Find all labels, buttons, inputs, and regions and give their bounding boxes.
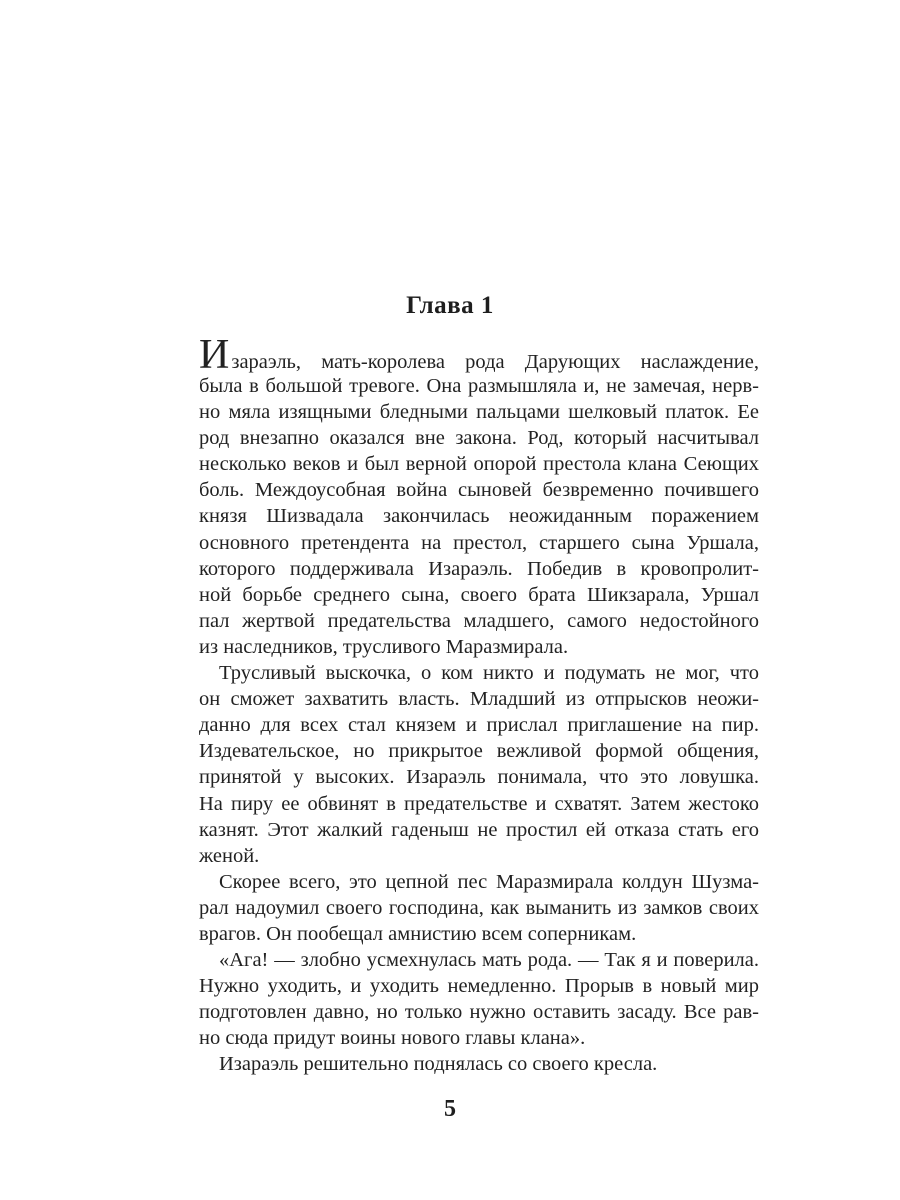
paragraph-line: принятой у высоких. Изараэль понимала, что это ловушка.: [199, 766, 759, 789]
paragraph-line: боль. Междоусобная война сыновей безвременно почившего: [199, 479, 759, 502]
paragraph-line: [199, 332, 759, 378]
paragraph-line: Трусливый выскочка, о ком никто и подумать не мог, что: [219, 662, 759, 685]
paragraph-line: «Ага! — злобно усмехнулась мать рода. — Так я и поверила.: [219, 949, 759, 972]
chapter-body: [199, 332, 759, 1078]
page-number: 5: [444, 1096, 456, 1122]
paragraph-line: Изараэль решительно поднялась со своего кресла.: [219, 1053, 658, 1076]
paragraph-line: он сможет захватить власть. Младший из отпрысков неожи-: [199, 688, 759, 711]
drop-cap: И: [199, 332, 230, 378]
paragraph-line: но сюда придут воины нового главы клана».: [199, 1027, 586, 1050]
paragraph-line: данно для всех стал князем и прислал приглашение на пир.: [199, 714, 759, 737]
paragraph-line: На пиру ее обвинят в предательстве и схватят. Затем жестоко: [199, 792, 759, 815]
paragraph-line: врагов. Он пообещал амнистию всем соперникам.: [199, 922, 637, 945]
paragraph-line: пал жертвой предательства младшего, самого недостойного: [199, 609, 759, 632]
paragraph-line: несколько веков и был верной опорой престола клана Сеющих: [199, 453, 759, 476]
paragraph-line: князя Шизвадала закончилась неожиданным поражением: [199, 505, 759, 528]
paragraph-line: которого поддерживала Изараэль. Победив в кровопролит-: [199, 557, 759, 580]
line-text: зараэль, мать-королева рода Дарующих наслаждение,: [231, 351, 759, 373]
paragraph-line: Нужно уходить, и уходить немедленно. Прорыв в новый мир: [199, 975, 759, 998]
paragraph-line: из наследников, трусливого Маразмирала.: [199, 635, 569, 658]
paragraph-line: была в большой тревоге. Она размышляла и, не замечая, нерв-: [199, 375, 759, 397]
paragraph-line: подготовлен давно, но только нужно оставить засаду. Все рав-: [199, 1001, 759, 1024]
paragraph-line: рал надоумил своего господина, как выманить из замков своих: [199, 896, 759, 919]
paragraph-line: казнят. Этот жалкий гаденыш не простил ей отказа стать его: [199, 818, 759, 841]
paragraph-line: Издевательское, но прикрытое вежливой формой общения,: [199, 740, 759, 763]
paragraph-line: ной борьбе среднего сына, своего брата Шикзарала, Уршал: [199, 583, 759, 606]
paragraph-line: основного претендента на престол, старшего сына Уршала,: [199, 531, 759, 554]
paragraph-line: Скорее всего, это цепной пес Маразмирала колдун Шузма-: [219, 870, 759, 893]
paragraph-line: род внезапно оказался вне закона. Род, который насчитывал: [199, 427, 759, 450]
paragraph-line: но мяла изящными бледными пальцами шелковый платок. Ее: [199, 401, 759, 424]
chapter-title: Глава 1: [406, 292, 494, 319]
paragraph-line: женой.: [199, 844, 260, 867]
